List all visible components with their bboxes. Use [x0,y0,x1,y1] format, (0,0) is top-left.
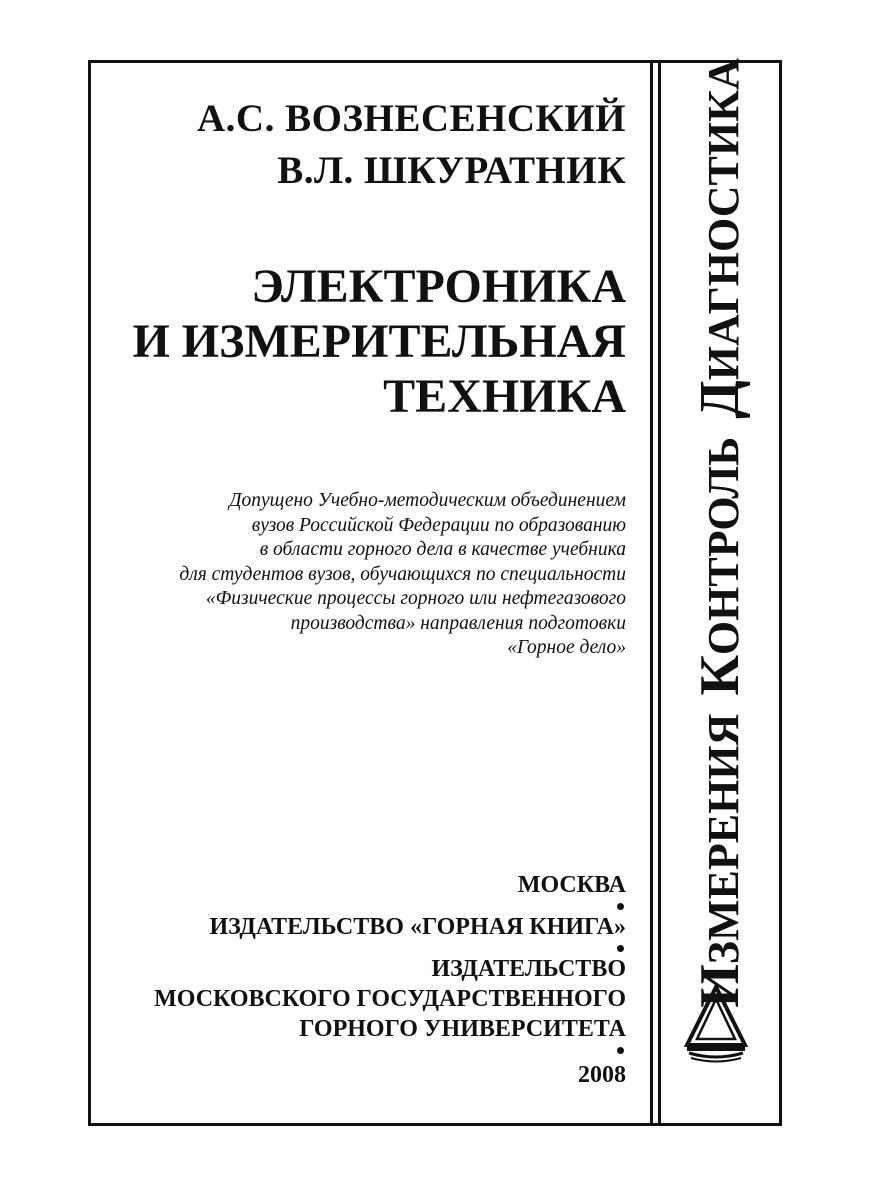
cover-main-panel [91,63,643,1123]
approval-line-2: вузов Российской Федерации по образованию [251,514,626,536]
author-2: В.Л. ШКУРАТНИК [277,149,626,192]
title-line-1: ЭЛЕКТРОНИКА [251,260,626,313]
series-word-3: ДИАГНОСТИКА [689,58,751,419]
series-name [689,58,751,1008]
approval-line-7: «Горное дело» [507,637,626,658]
publisher-city: МОСКВА [517,872,626,898]
series-word-1: ИЗМЕРЕНИЯ [689,713,751,1008]
title-line-3: ТЕХНИКА [383,370,626,423]
separator-dot [154,945,626,957]
publisher-house: ИЗДАТЕЛЬСТВО «ГОРНАЯ КНИГА» [209,914,626,940]
approval-line-4: для студентов вузов, обучающихся по специальности [179,563,626,585]
approval-statement [106,489,626,661]
author-1: А.С. ВОЗНЕСЕНСКИЙ [197,97,626,140]
separator-dot [154,903,626,915]
approval-line-3: в области горного дела в качестве учебника [259,539,626,560]
publisher-second-line-1: ИЗДАТЕЛЬСТВО [431,956,626,982]
bullet-icon [617,903,624,910]
book-title [132,259,626,424]
title-line-2: И ИЗМЕРИТЕЛЬНАЯ [132,315,626,368]
publication-year: 2008 [578,1062,626,1088]
cover-frame [88,60,782,1126]
bullet-icon [617,1047,624,1054]
triangle-book-logo-icon [683,983,749,1063]
publisher-second-line-3: ГОРНОГО УНИВЕРСИТЕТА [299,1016,626,1042]
spine-divider [650,63,653,1123]
series-spine [661,58,779,1123]
separator-dot [154,1047,626,1059]
publisher-second-line-2: МОСКОВСКОГО ГОСУДАРСТВЕННОГО [154,986,626,1012]
approval-line-1: Допущено Учебно-методическим объединением [229,490,626,511]
approval-line-5: «Физические процессы горного или нефтегазового [205,588,626,609]
publisher-block [154,873,626,1093]
approval-line-6: производства» направления подготовки [290,612,626,634]
series-word-2: КОНТРОЛЬ [689,436,751,696]
bullet-icon [617,945,624,952]
